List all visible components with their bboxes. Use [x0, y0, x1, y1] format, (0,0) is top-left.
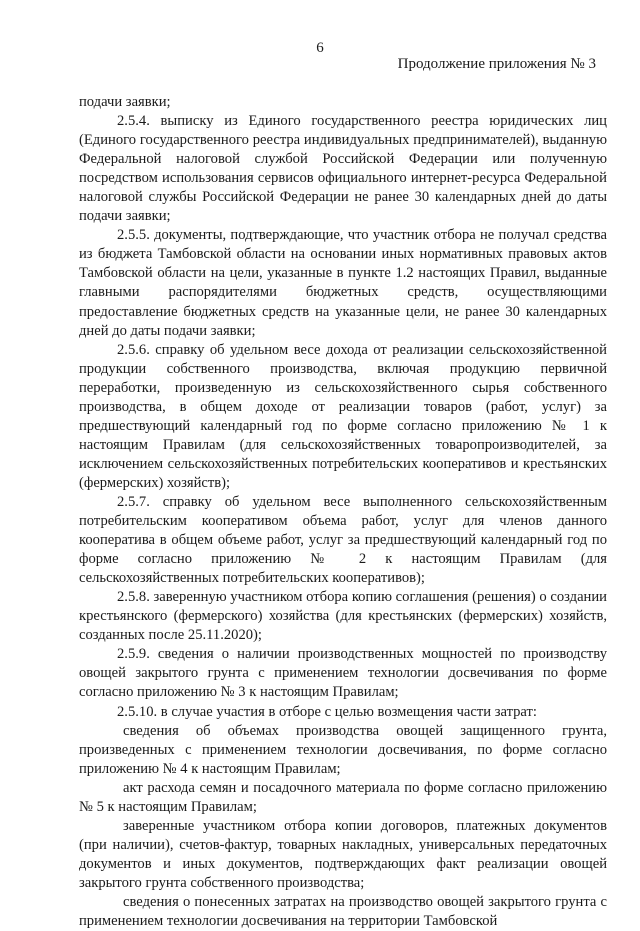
paragraph-continuation: подачи заявки;: [79, 94, 171, 110]
paragraph-2-5-9: 2.5.9. сведения о наличии производственных мощностей по производству овощей закрытого грунта с применением технологии досвечивания по форме согласно приложению № 3 к настоящим Правилам;: [79, 646, 607, 701]
list-item-production-volumes: сведения об объемах производства овощей защищенного грунта, произведенных с применением технологии досвечивания, по форме согласно приложению № 4 к настоящим Правилам;: [79, 722, 607, 777]
paragraph-2-5-4: 2.5.4. выписку из Единого государственного реестра юридических лиц (Единого государственного реестра индивидуальных предпринимателей), выданную Федеральной налоговой службой Российской Федерации или полученную посредством использования сервисов официального интернет-ресурса Федеральной налоговой службы Российской Федерации не ранее 30 календарных дней до даты подачи заявки;: [79, 113, 607, 225]
page-number: 6: [316, 40, 324, 56]
list-item-costs-information: сведения о понесенных затратах на производство овощей закрытого грунта с применением технологии досвечивания на территории Тамбовской: [79, 893, 607, 930]
appendix-continuation-header: Продолжение приложения № 3: [397, 56, 596, 72]
paragraph-2-5-10: 2.5.10. в случае участия в отборе с целью возмещения части затрат:: [117, 703, 537, 720]
list-item-seed-consumption-act: акт расхода семян и посадочного материала по форме согласно приложению № 5 к настоящим Правилам;: [79, 779, 607, 815]
paragraph-2-5-7: 2.5.7. справку об удельном весе выполненного сельскохозяйственным потребительским кооперативом объема работ, услуг для членов данного кооператива в общем объеме работ, услуг за предшествующий календарный год по форме согласно приложению № 2 к настоящим Правилам (для сельскохозяйственных потребительских кооперативов);: [79, 493, 607, 587]
document-body: [79, 93, 607, 931]
list-item-contract-copies: заверенные участником отбора копии договоров, платежных документов (при наличии), счетов-фактур, товарных накладных, универсальных передаточных документов и иных документов, подтверждающих факт реализации овощей закрытого грунта собственного производства;: [79, 817, 607, 891]
paragraph-2-5-6: 2.5.6. справку об удельном весе дохода от реализации сельскохозяйственной продукции собственного производства, включая продукцию первичной переработки, произведенную из сельскохозяйственного сырья собственного производства, в общем доходе от реализации товаров (работ, услуг) за предшествующий календарный год по форме согласно приложению № 1 к настоящим Правилам (для сельскохозяйственных товаропроизводителей, за исключением сельскохозяйственных потребительских кооперативов и крестьянских (фермерских) хозяйств);: [79, 341, 607, 491]
paragraph-2-5-5: 2.5.5. документы, подтверждающие, что участник отбора не получал средства из бюджета Тамбовской области на основании иных нормативных правовых актов Тамбовской области на цели, указанные в пункте 1.2 настоящих Правил, выданные главными распорядителями бюджетных средств, осуществляющими предоставление бюджетных средств на указанные цели, не ранее 30 календарных дней до даты подачи заявки;: [79, 227, 607, 339]
paragraph-2-5-8: 2.5.8. заверенную участником отбора копию соглашения (решения) о создании крестьянского (фермерского) хозяйства (для крестьянских (фермерских) хозяйств, созданных после 25.11.2020);: [79, 589, 607, 644]
